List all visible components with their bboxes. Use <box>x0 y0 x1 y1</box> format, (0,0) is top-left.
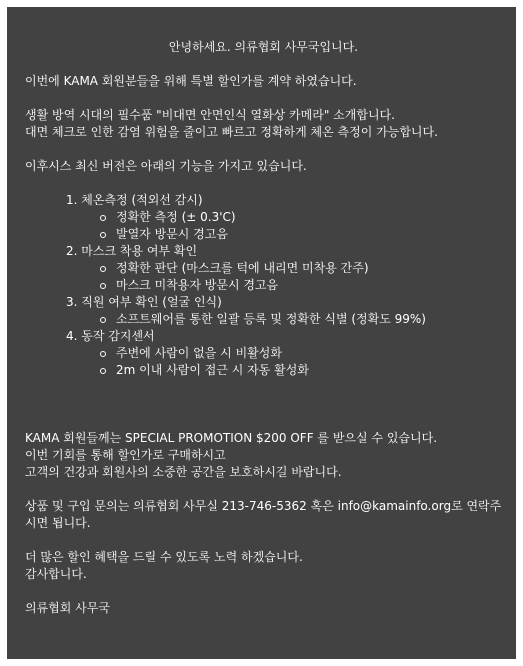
contact-text <box>25 498 502 532</box>
product-line-1: 생활 방역 시대의 필수품 "비대면 안면인식 열화상 카메라" 소개합니다. <box>25 108 395 122</box>
contact-email-link[interactable]: info@kamainfo.org <box>337 499 452 513</box>
closing-line-2: 감사합니다. <box>25 567 87 581</box>
feature-detail: 주변에 사람이 없을 시 비활성화 <box>100 345 502 362</box>
feature-item <box>66 243 502 294</box>
feature-detail: 발열자 방문시 경고음 <box>100 226 502 243</box>
feature-item <box>66 328 502 379</box>
promo-line-3: 고객의 건강과 회원사의 소중한 공간을 보호하시길 바랍니다. <box>25 465 342 479</box>
contact-phone: 213-746-5362 <box>221 499 307 513</box>
contact-middle: 혹은 <box>306 499 338 513</box>
promo-line-2: 이번 기회를 통해 할인가로 구매하시고 <box>25 448 226 462</box>
feature-detail: 소프트웨어를 통한 일괄 등록 및 정확한 식별 (정확도 99%) <box>100 311 502 328</box>
feature-item <box>66 192 502 243</box>
intro-text: 이번에 KAMA 회원분들을 위해 특별 할인가를 계약 하였습니다. <box>25 74 357 88</box>
feature-detail: 정확한 측정 (± 0.3'C) <box>100 209 502 226</box>
feature-detail: 정확한 판단 (마스크를 턱에 내리면 미착용 간주) <box>100 260 502 277</box>
greeting: 안녕하세요. 의류협회 사무국입니다. <box>168 40 359 54</box>
feature-detail: 2m 이내 사람이 접근 시 자동 활성화 <box>100 362 502 379</box>
email-body <box>7 7 516 659</box>
feature-list <box>25 192 502 379</box>
feature-item <box>66 294 502 328</box>
features-intro: 이후시스 최신 버전은 아래의 기능을 가지고 있습니다. <box>25 159 307 173</box>
product-line-2: 대면 체크로 인한 감염 위험을 줄이고 빠르고 정확하게 체온 측정이 가능합니다. <box>25 125 438 139</box>
contact-prefix: 상품 및 구입 문의는 의류협회 사무실 <box>25 499 222 513</box>
feature-title: 4. 동작 감지센서 <box>66 329 155 343</box>
feature-title: 3. 직원 여부 확인 (얼굴 인식) <box>66 295 222 309</box>
contact-suffix: 로 연락주시면 됩니다. <box>25 499 502 530</box>
signature: 의류협회 사무국 <box>25 601 110 615</box>
closing-line-1: 더 많은 할인 혜택을 드릴 수 있도록 노력 하겠습니다. <box>25 550 303 564</box>
feature-title: 2. 마스크 착용 여부 확인 <box>66 244 198 258</box>
feature-detail: 마스크 미착용자 방문시 경고음 <box>100 277 502 294</box>
feature-title: 1. 체온측정 (적외선 감시) <box>66 193 203 207</box>
promo-line-1: KAMA 회원들께는 SPECIAL PROMOTION $200 OFF 를 받으실 수 있습니다. <box>25 431 438 445</box>
